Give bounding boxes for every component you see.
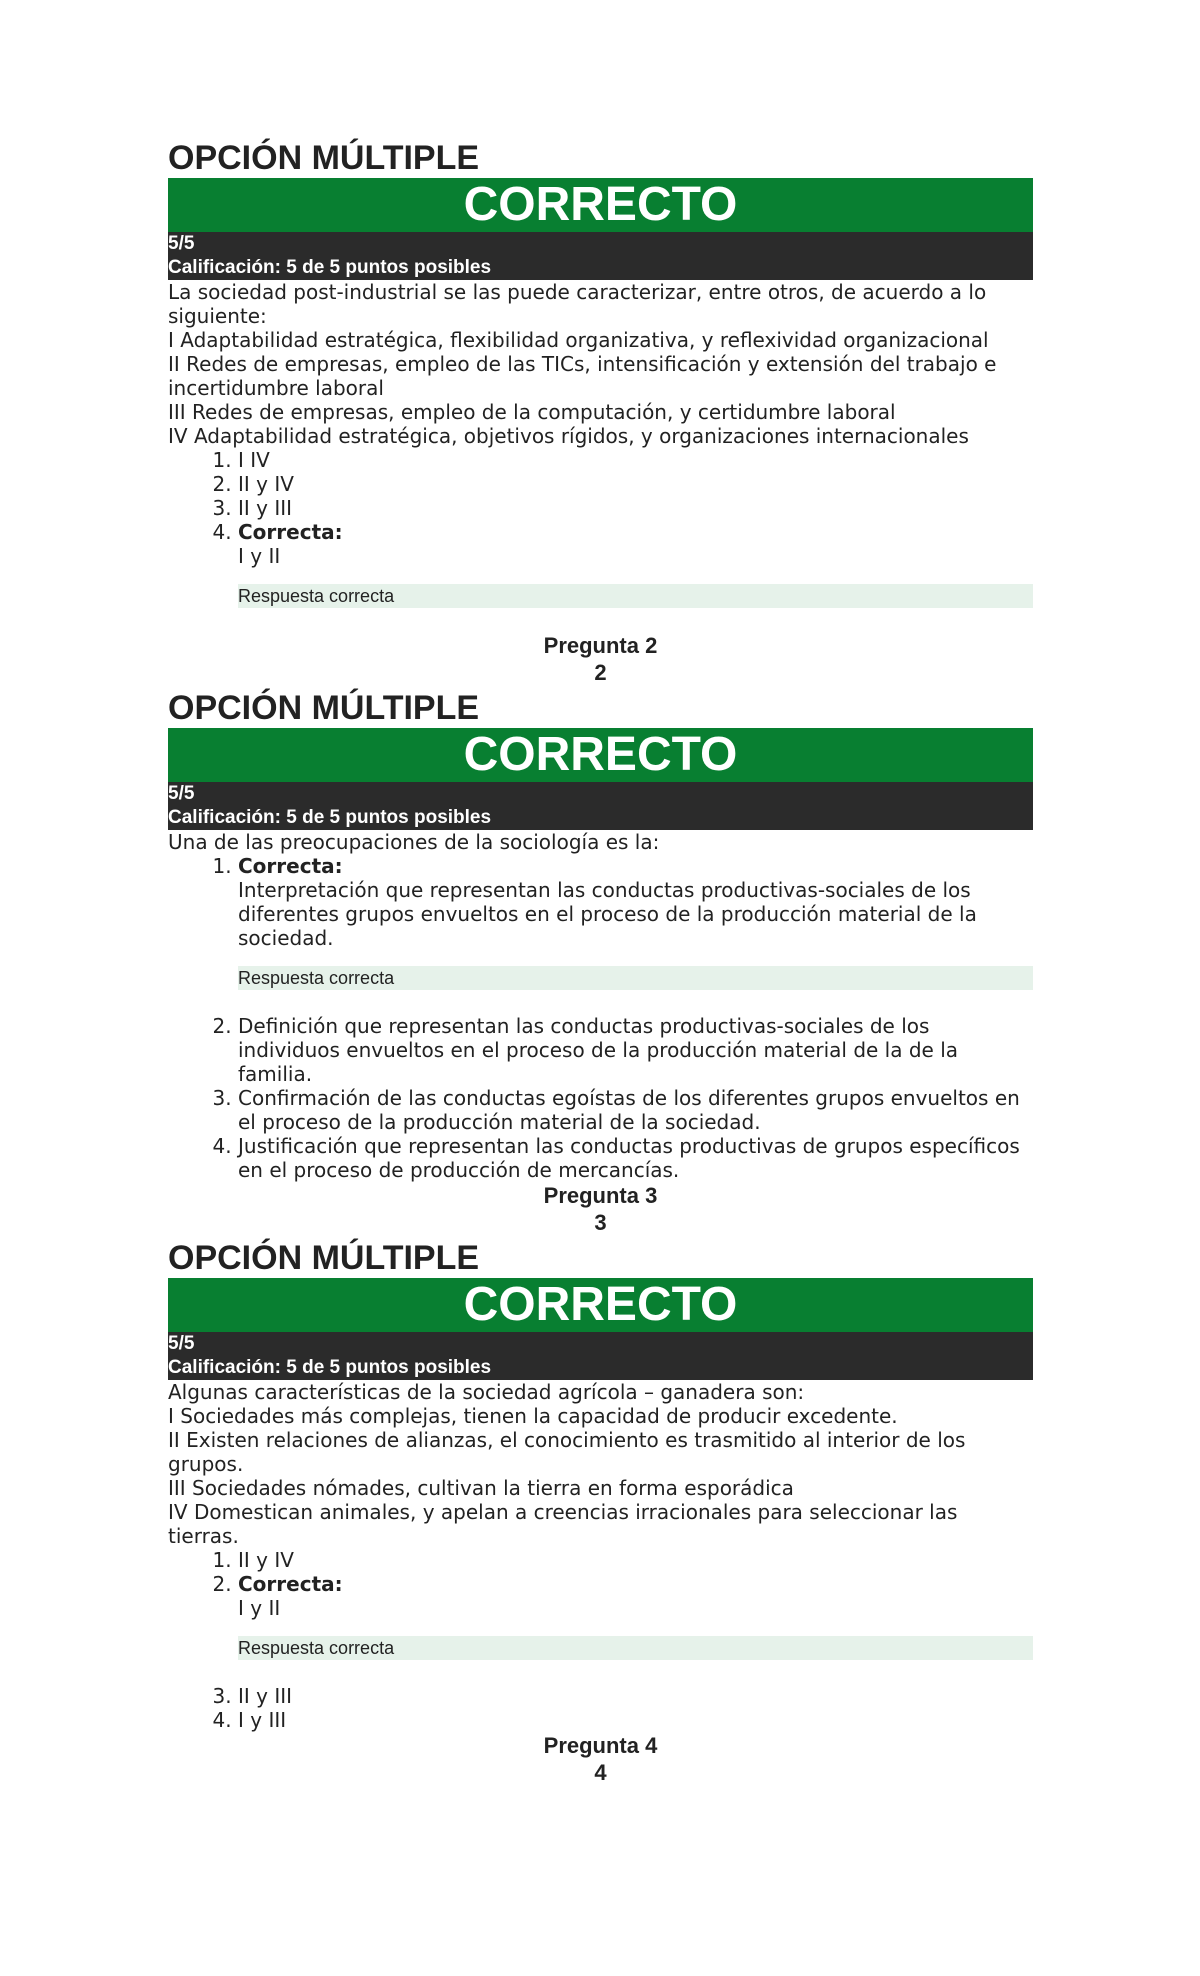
stem-line: IV Adaptabilidad estratégica, objetivos rígidos, y organizaciones internacionales xyxy=(168,424,969,448)
stem-line: Una de las preocupaciones de la sociología es la: xyxy=(168,830,660,854)
stem-line: La sociedad post-industrial se las puede caracterizar, entre otros, de acuerdo a lo siguiente: xyxy=(168,280,987,328)
feedback-bar: Respuesta correcta xyxy=(238,584,1033,608)
stem-line: I Adaptabilidad estratégica, flexibilidad organizativa, y reflexividad organizacional xyxy=(168,328,989,352)
answer-option: 1. II y IV xyxy=(238,1548,1033,1572)
answer-option: 1. I IV xyxy=(238,448,1033,472)
score-bar xyxy=(168,232,1033,280)
correct-answer-text: I y II xyxy=(238,544,281,568)
feedback-bar: Respuesta correcta xyxy=(238,966,1033,990)
correct-label: 1. Correcta: xyxy=(238,854,343,878)
stem-line: III Redes de empresas, empleo de la computación, y certidumbre laboral xyxy=(168,400,896,424)
question-stem xyxy=(168,830,1033,854)
stem-line: II Existen relaciones de alianzas, el conocimiento es trasmitido al interior de los grupos. xyxy=(168,1428,966,1476)
answer-option-correct xyxy=(238,1572,1033,1684)
question-type-heading: OPCIÓN MÚLTIPLE xyxy=(168,139,480,177)
question-block-3 xyxy=(168,1238,1033,1786)
answer-option: 3. Confirmación de las conductas egoístas de los diferentes grupos envueltos en el proceso de la producción material de la sociedad. xyxy=(238,1086,1033,1134)
stem-line: II Redes de empresas, empleo de las TICs, intensificación y extensión del trabajo e incertidumbre laboral xyxy=(168,352,997,400)
stem-line: IV Domestican animales, y apelan a creencias irracionales para seleccionar las tierras. xyxy=(168,1500,958,1548)
question-block-1 xyxy=(168,138,1033,686)
correct-label: 2. Correcta: xyxy=(238,1572,343,1596)
question-stem xyxy=(168,280,1033,448)
answer-option: 4. Justificación que representan las conductas productivas de grupos específicos en el proceso de producción de mercancías. xyxy=(238,1134,1033,1182)
answer-options xyxy=(168,1548,1033,1732)
feedback-bar: Respuesta correcta xyxy=(238,1636,1033,1660)
score-bar xyxy=(168,1332,1033,1380)
grade-text: Calificación: 5 de 5 puntos posibles xyxy=(168,807,492,828)
answer-option: 3. II y III xyxy=(238,1684,1033,1708)
quiz-results xyxy=(168,138,1033,1786)
grade-text: Calificación: 5 de 5 puntos posibles xyxy=(168,1357,492,1378)
score-value: 5/5 xyxy=(168,233,195,254)
next-question-label: Pregunta 2 xyxy=(543,633,658,658)
answer-option-correct xyxy=(238,854,1033,1014)
next-question-number: 3 xyxy=(594,1210,607,1235)
answer-option-correct xyxy=(238,520,1033,632)
correct-label: 4. Correcta: xyxy=(238,520,343,544)
answer-option: 2. II y IV xyxy=(238,472,1033,496)
correct-banner: CORRECTO xyxy=(168,178,1033,232)
stem-line: I Sociedades más complejas, tienen la capacidad de producir excedente. xyxy=(168,1404,898,1428)
correct-answer-text: Interpretación que representan las conductas productivas-sociales de los diferentes grupos envueltos en el proceso de la producción material de la sociedad. xyxy=(238,878,977,950)
score-value: 5/5 xyxy=(168,1333,195,1354)
correct-banner: CORRECTO xyxy=(168,1278,1033,1332)
question-type-heading: OPCIÓN MÚLTIPLE xyxy=(168,689,480,727)
score-bar xyxy=(168,782,1033,830)
correct-answer-text: I y II xyxy=(238,1596,281,1620)
next-question-number: 2 xyxy=(594,660,607,685)
answer-option: 2. Definición que representan las conductas productivas-sociales de los individuos envueltos en el proceso de la producción material de la de la familia. xyxy=(238,1014,1033,1086)
answer-option: 4. I y III xyxy=(238,1708,1033,1732)
answer-options xyxy=(168,448,1033,632)
next-question-number: 4 xyxy=(594,1760,607,1785)
grade-text: Calificación: 5 de 5 puntos posibles xyxy=(168,257,492,278)
answer-options xyxy=(168,854,1033,1182)
stem-line: III Sociedades nómades, cultivan la tierra en forma esporádica xyxy=(168,1476,794,1500)
score-value: 5/5 xyxy=(168,783,195,804)
next-question-label: Pregunta 3 xyxy=(543,1183,658,1208)
stem-line: Algunas características de la sociedad agrícola – ganadera son: xyxy=(168,1380,805,1404)
question-stem xyxy=(168,1380,1033,1548)
correct-banner: CORRECTO xyxy=(168,728,1033,782)
question-block-2 xyxy=(168,688,1033,1236)
next-question-label: Pregunta 4 xyxy=(543,1733,658,1758)
question-type-heading: OPCIÓN MÚLTIPLE xyxy=(168,1239,480,1277)
answer-option: 3. II y III xyxy=(238,496,1033,520)
